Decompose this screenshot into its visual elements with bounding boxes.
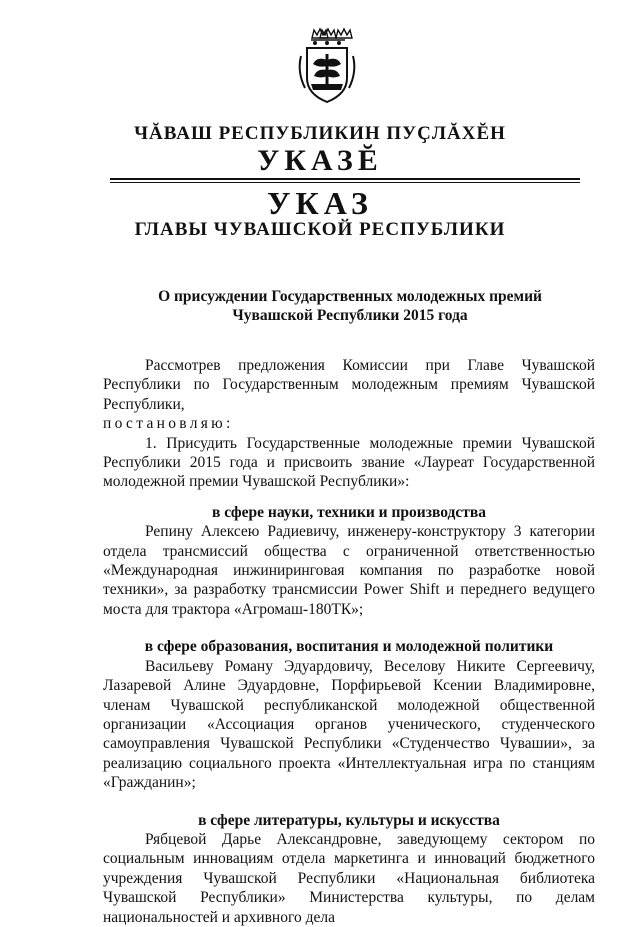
- decree-word-paragraph: [103, 414, 595, 433]
- header-divider-thin: [110, 182, 580, 183]
- header-divider: [110, 178, 580, 180]
- chuvash-decree-word: УКАЗĔ: [257, 144, 383, 177]
- section-text-science: Репину Алексею Радиевичу, инженеру-конструктору 3 категории отдела трансмиссий общества с ограниченной ответственностью «Международная инжиниринговая компания по разработке новой техники», за разработку трансмиссии Power Shift и переднего ведущего моста для трактора «Агромаш-180ТК»;: [103, 523, 595, 618]
- document-title: [100, 287, 600, 325]
- section-heading-culture: в сфере литературы, культуры и искусства: [198, 811, 500, 829]
- chuvash-header-line: ЧĂВАШ РЕСПУБЛИКИН ПУҪЛĂХĔН: [134, 123, 506, 144]
- section-text-culture: Рябцевой Дарье Александровне, заведующему сектором по социальным инновациям отдела маркетинга и инноваций бюджетного учреждения Чувашской Республики «Национальная библиотека Чувашской Республики» Министерства культуры, по делам национальностей и архивного дела: [103, 830, 595, 926]
- document-title-line-2: Чувашской Республики 2015 года: [232, 307, 468, 324]
- section-heading-science: в сфере науки, техники и производства: [212, 503, 486, 521]
- document-title-line-1: О присуждении Государственных молодежных премий: [158, 288, 542, 305]
- section-heading-education: в сфере образования, воспитания и молодежной политики: [144, 638, 554, 656]
- russian-header-line: ГЛАВЫ ЧУВАШСКОЙ РЕСПУБЛИКИ: [134, 219, 506, 240]
- chuvash-emblem-icon: [295, 26, 359, 106]
- decree-word: постановляю:: [103, 415, 234, 433]
- russian-decree-word: УКАЗ: [267, 185, 373, 221]
- document-body: [103, 356, 595, 927]
- item-1-paragraph: 1. Присудить Государственные молодежные премии Чувашской Республики 2015 года и присвоить звание «Лауреат Государственной молодежной премии Чувашской Республики»:: [103, 434, 595, 491]
- intro-paragraph: Рассмотрев предложения Комиссии при Главе Чувашской Республики по Государственным молодежным премиям Чувашской Республики,: [103, 357, 595, 413]
- section-text-education: Васильеву Роману Эдуардовичу, Веселову Никите Сергеевичу, Лазаревой Алине Эдуардовне, Порфирьевой Ксении Владимировне, членам Чувашской республиканской молодежной общественной организации «Ассоциация органов ученического, студенческого самоуправления Чувашской Республики «Студенчество Чувашии», за реализацию социального проекта «Интеллектуальная игра по станциям «Гражданин»;: [103, 657, 595, 792]
